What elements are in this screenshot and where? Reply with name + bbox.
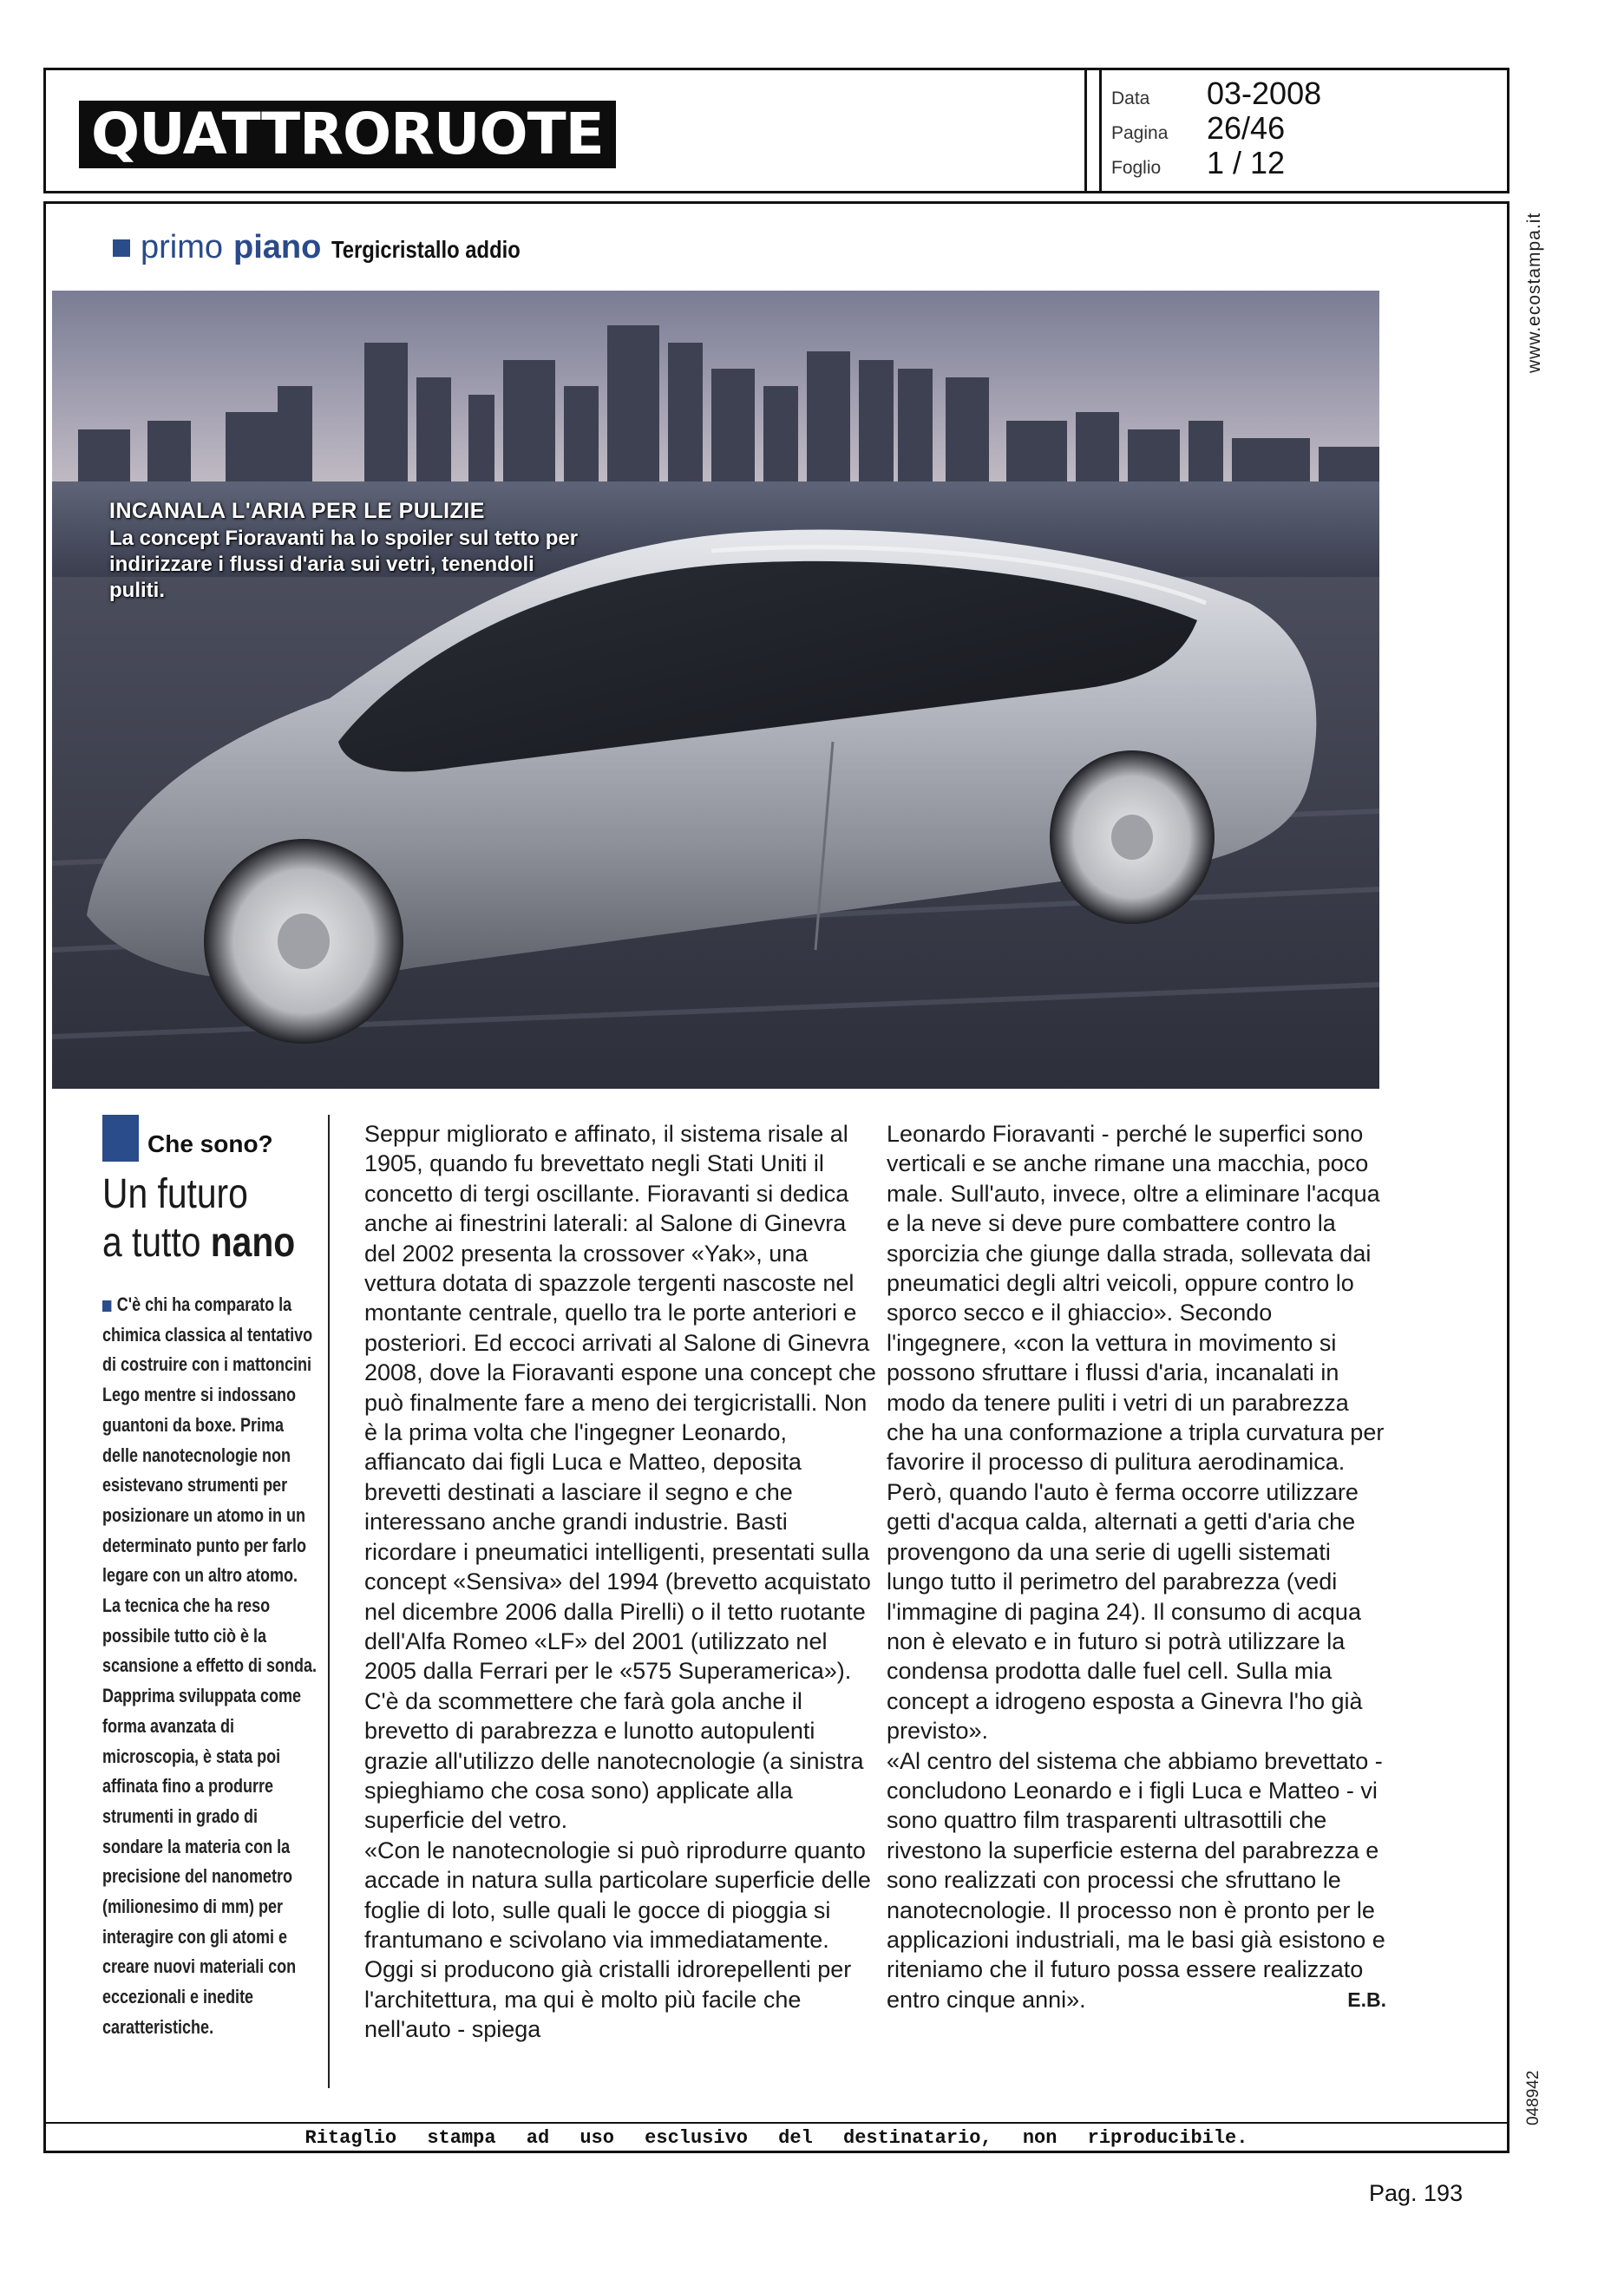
meta-row-foglio [1111, 145, 1502, 180]
section-kicker-primo: primo [141, 229, 224, 265]
footer-note: Ritaglio stampa ad uso esclusivo del destinatario, non riproducibile. [304, 2127, 1248, 2149]
col1-paragraph-2: «Con le nanotecnologie si può riprodurre quanto accade in natura sulla particolare superficie delle foglie di loto, sulle quali le gocce di pioggia si frantumano e scivolano via immediatamente. Oggi si producono già cristalli idrorepellenti per l'architettura, ma qui è molto più facile che nell'auto - spiega [364, 1837, 871, 2043]
sidebar-square-icon [102, 1300, 111, 1312]
article-signature: E.B. [1347, 1988, 1386, 2012]
sidebar-title-line1: Un futuro [102, 1171, 248, 1217]
photo-caption [109, 499, 595, 604]
side-code: 048942 [1524, 2070, 1542, 2125]
page-number: Pag. 193 [1369, 2180, 1464, 2206]
caption-title: INCANALA L'ARIA PER LE PULIZIE [109, 499, 485, 523]
caption-body: La concept Fioravanti ha lo spoiler sul tetto per indirizzare i flussi d'aria sui vetri, tenendoli puliti. [109, 527, 579, 602]
foglio-value: 1 / 12 [1207, 145, 1286, 180]
col1-paragraph-1: Seppur migliorato e affinato, il sistema risale al 1905, quando fu brevettato negli Stati Uniti il concetto di tergi oscillante. Fioravanti si dedica anche ai finestrini laterali: al Salone di Ginevra del 2002 presenta la crossover «Yak», una vettura dotata di spazzole tergenti nascoste nel montante centrale, quello tra le porte anteriori e posteriori. Ed eccoci arrivati al Salone di Ginevra 2008, dove la Fioravanti espone una concept che può finalmente fare a meno dei tergicristalli. Non è la prima volta che l'ingegner Leonardo, affiancato dai figli Luca e Matteo, deposita brevetti destinati a lasciare il segno e che interessano anche grandi industrie. Basti ricordare i pneumatici intelligenti, presentati sulla concept «Sensiva» del 1994 (brevetto acquistato nel dicembre 2006 dalla Pirelli) o il tetto ruotante dell'Alfa Romeo «LF» del 2001 (utilizzato nel 2005 dalla Ferrari per le «575 Superamerica»). C'è da scommettere che farà gola anche il brevetto di parabrezza e lunotto autopulenti grazie all'utilizzo delle nanotecnologie (a sinistra spieghiamo che cosa sono) applicate alla superficie del vetro. [364, 1121, 876, 1834]
sidebar-body-text: C'è chi ha comparato la chimica classica al tentativo di costruire con i mattoncini Lego mentre si indossano guantoni da boxe. Prima delle nanotecnologie non esistevano strumenti per posizionare un atomo in un determinato punto per farlo legare con un altro atomo. La tecnica che ha reso possibile tutto ciò è la scansione a effetto di sonda. Dapprima sviluppata come forma avanzata di microscopia, è stata poi affinata fino a produrre strumenti in grado di sondare la materia con la precisione del nanometro (milionesimo di mm) per interagire con gli atomi e creare nuovi materiali con eccezionali e inedite caratteristiche. [102, 1293, 318, 2038]
meta-block [1111, 75, 1502, 180]
side-url: www.ecostampa.it [1524, 212, 1544, 373]
header-divider [1084, 70, 1102, 191]
article-column-2 [887, 1119, 1386, 2015]
sidebar-body [102, 1290, 318, 2043]
col2-paragraph-1: Leonardo Fioravanti - perché le superfici sono verticali e se anche rimane una macchia, poco male. Sull'auto, invece, oltre a eliminare l'acqua e la neve si deve pure combattere contro la sporcizia che giunge dalla strada, sollevata dai pneumatici degli altri veicoli, oppure contro lo sporco secco e il ghiaccio». Secondo l'ingegnere, «con la vettura in movimento si possono sfruttare i flussi d'aria, incanalati in modo da tenere puliti i vetri di un parabrezza che ha una conformazione a tripla curvatura per favorire il processo di pulitura aerodinamica. Però, quando l'auto è ferma occorre utilizzare getti d'acqua calda, alternati a getti d'aria che provengono da una serie di ugelli sistemati lungo tutto il perimetro del parabrezza (vedi l'immagine di pagina 24). Il consumo di acqua non è elevato e in futuro si potrà utilizzare la condensa prodotta dalle fuel cell. Sulla mia concept a idrogeno esposta a Ginevra l'ho già previsto». [887, 1121, 1385, 1745]
footer-divider [43, 2122, 1509, 2124]
foglio-label: Foglio [1111, 158, 1162, 178]
section-header [113, 229, 554, 266]
sidebar-accent-bar [102, 1115, 139, 1162]
pagina-label: Pagina [1111, 123, 1169, 143]
sidebar-title-bold: nano [210, 1220, 296, 1266]
sidebar-box [102, 1115, 330, 2088]
sidebar-label: Che sono? [147, 1130, 273, 1157]
section-square-icon [113, 239, 130, 257]
hero-photo [52, 291, 1379, 1089]
sidebar-title-line2 [102, 1219, 296, 1267]
pagina-value: 26/46 [1207, 110, 1286, 146]
publication-logo: QUATTRORUOTE [79, 101, 616, 168]
col2-paragraph-2: «Al centro del sistema che abbiamo brevettato - concludono Leonardo e i figli Luca e Matteo - vi sono quattro film trasparenti ultrasottili che rivestono la superficie esterna del parabrezza e sono realizzati con processi che sfruttano le nanotecnologie. Il processo non è pronto per le applicazioni industriali, ma le basi già esistono e riteniamo che il futuro possa essere realizzato entro cinque anni». [887, 1747, 1385, 2013]
data-label: Data [1111, 88, 1150, 108]
meta-row-pagina [1111, 110, 1502, 145]
section-kicker-piano: piano [233, 229, 322, 265]
meta-row-data [1111, 75, 1502, 110]
header-frame [43, 68, 1509, 193]
sidebar-title [102, 1170, 296, 1267]
sidebar-head [102, 1115, 318, 1162]
sidebar-title-prefix: a tutto [102, 1220, 211, 1266]
data-value: 03-2008 [1207, 75, 1322, 111]
article-column-1 [364, 1119, 876, 2045]
concept-car-illustration [52, 291, 1379, 1089]
section-topic: Tergicristallo addio [331, 236, 521, 263]
